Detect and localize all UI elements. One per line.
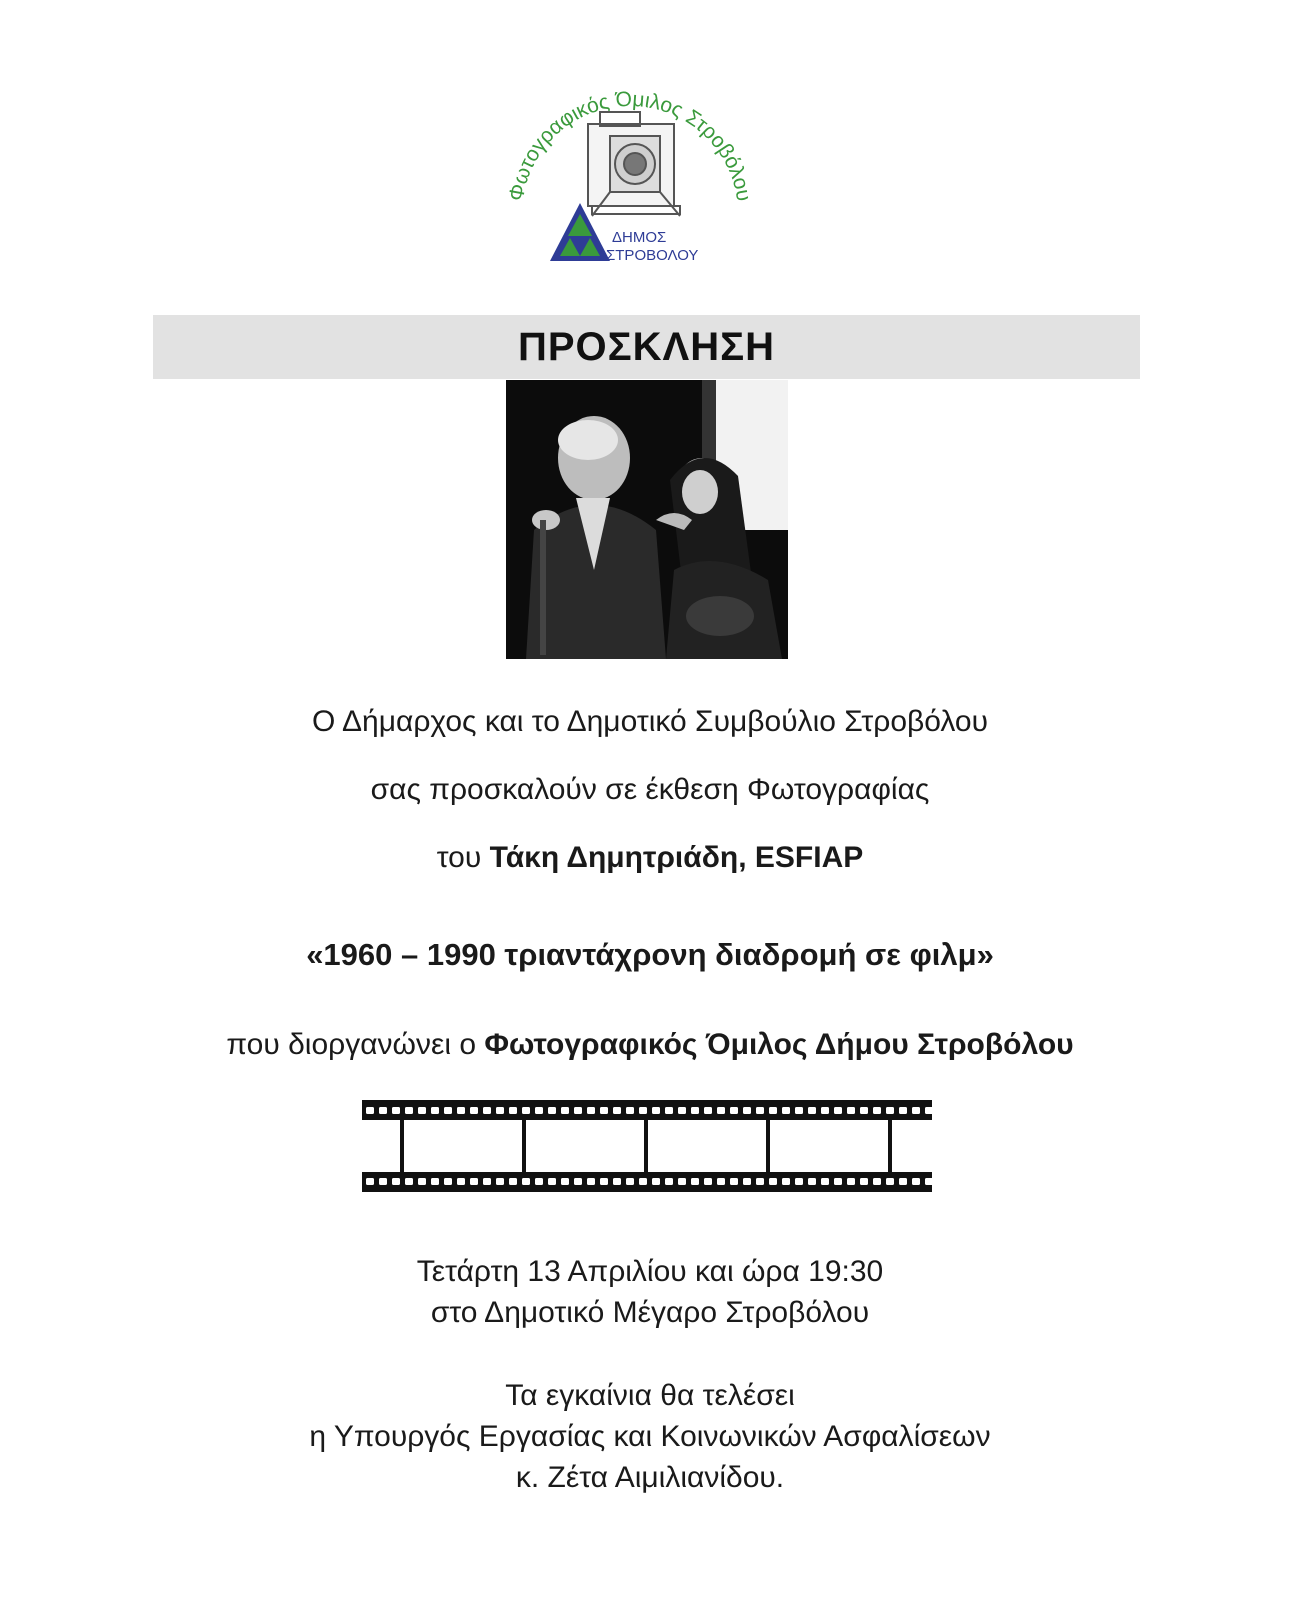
photographer-prefix: του [436,841,490,874]
camera-icon [588,112,680,216]
municipality-line2: ΣΤΡΟΒΟΛΟΥ [606,247,699,264]
organizer-prefix: που διοργανώνει ο [226,1028,485,1061]
exhibition-photo [506,380,788,659]
page-title: ΠΡΟΣΚΛΗΣΗ [517,324,776,369]
municipality-triangle-icon [550,203,610,261]
film-strip-graphic [362,1100,932,1192]
opening-line-2: η Υπουργός Εργασίας και Κοινωνικών Ασφαλίσεων [309,1420,991,1453]
photographer-name: Τάκη Δημητριάδη, ESFIAP [489,841,864,874]
event-datetime: Τετάρτη 13 Απριλίου και ώρα 19:30 [416,1255,884,1288]
invitation-line-photographer [0,840,1300,876]
exhibition-title: «1960 – 1990 τριαντάχρονη διαδρομή σε φιλμ» [306,937,994,972]
organizer-line [0,1027,1300,1063]
heading-bar [153,315,1140,379]
organizer-name: Φωτογραφικός Όμιλος Δήμου Στροβόλου [484,1028,1074,1061]
logo-arc-text: Φωτογραφικός Όμιλος Στροβόλου [504,87,756,203]
invitation-line-exhibition: σας προσκαλούν σε έκθεση Φωτογραφίας [370,773,930,806]
club-logo [460,66,800,288]
municipality-line1: ΔΗΜΟΣ [612,229,667,246]
opening-line-1: Τα εγκαίνια θα τελέσει [505,1379,795,1412]
event-venue: στο Δημοτικό Μέγαρο Στροβόλου [430,1296,870,1329]
opening-line-3: κ. Ζέτα Αιμιλιανίδου. [515,1461,785,1494]
invitation-line-mayor: Ο Δήμαρχος και το Δημοτικό Συμβούλιο Στροβόλου [311,705,989,738]
